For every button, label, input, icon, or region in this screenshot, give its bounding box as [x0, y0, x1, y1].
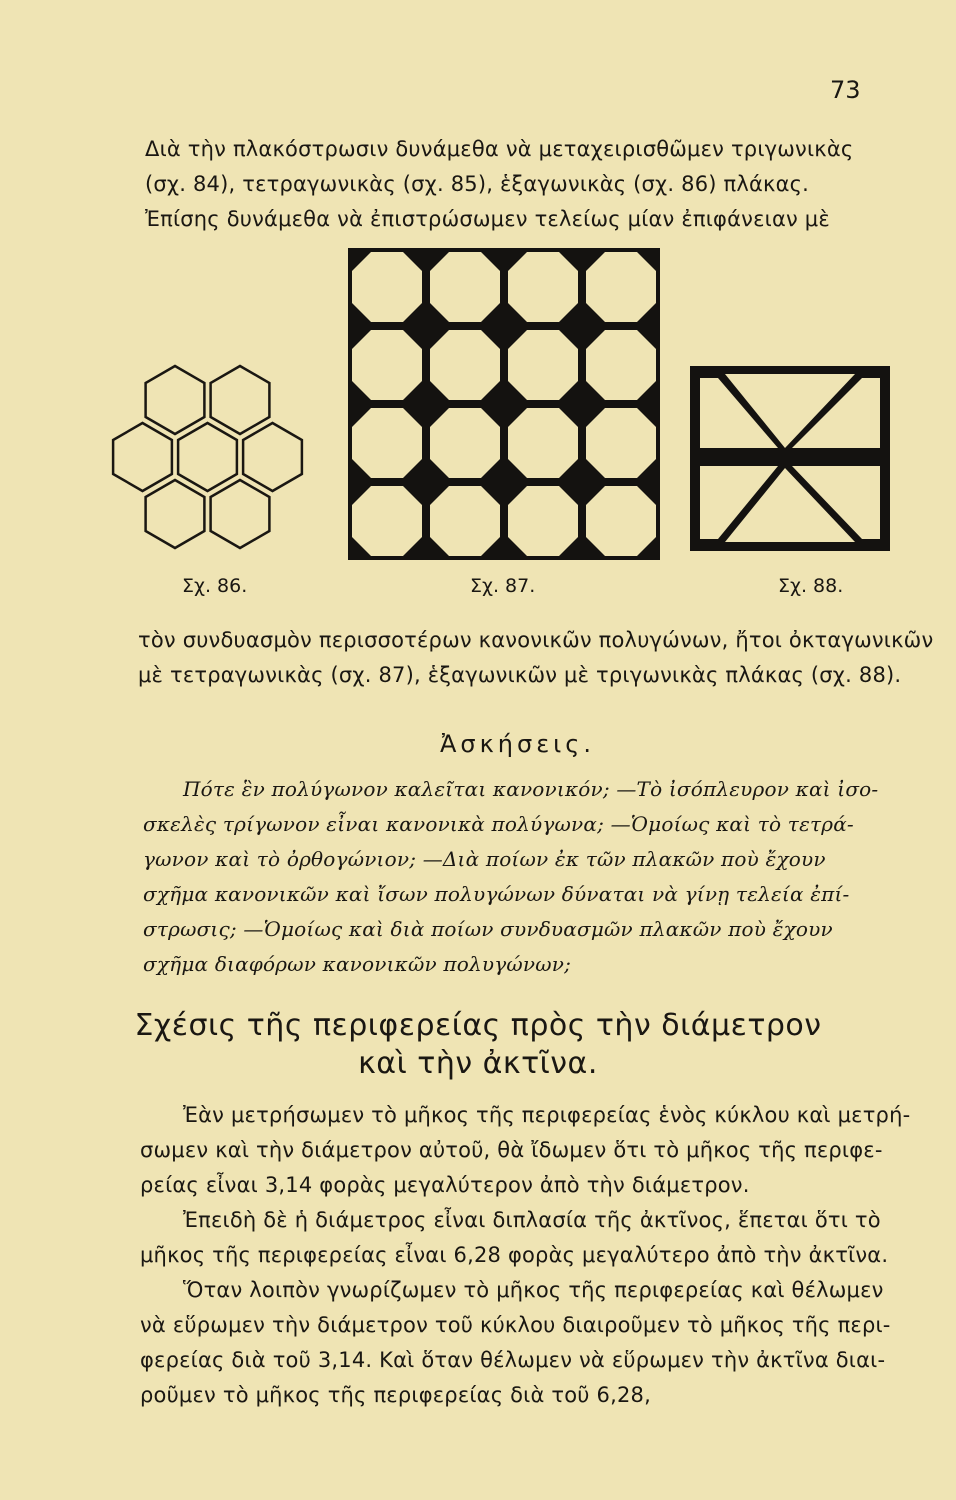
body-line-8: φερείας διὰ τοῦ 3,14. Καὶ ὅταν θέλωμεν νὰ εὕρωμεν τὴν ἀκτῖνα διαι- — [140, 1348, 886, 1372]
hexagon-tile — [146, 366, 205, 434]
section-heading-line-1: Σχέσις τῆς περιφερείας πρὸς τὴν διάμετρον — [134, 1008, 822, 1043]
octagon-tile — [430, 252, 500, 322]
exercise-line-4: σχῆμα κανονικῶν καὶ ἴσων πολυγώνων δύναται νὰ γίνῃ τελεία ἐπί- — [143, 882, 850, 906]
body-line-1: Ἐὰν μετρήσωμεν τὸ μῆκος τῆς περιφερείας ἑνὸς κύκλου καὶ μετρή- — [183, 1103, 911, 1127]
octagon-tile — [508, 486, 578, 556]
hexagon-tile — [243, 423, 302, 491]
body-line-4: Ἐπειδὴ δὲ ἡ διάμετρος εἶναι διπλασία τῆς ἀκτῖνος, ἕπεται ὅτι τὸ — [183, 1208, 881, 1232]
octagon-tile — [352, 408, 422, 478]
octagon-tile — [430, 408, 500, 478]
octagon-tile — [508, 330, 578, 400]
octagon-tile — [586, 408, 656, 478]
hexagon-triangle-tiling-figure — [690, 366, 890, 551]
body-line-9: ροῦμεν τὸ μῆκος τῆς περιφερείας διὰ τοῦ 6,28, — [140, 1383, 651, 1407]
hexagon-tile — [211, 480, 270, 548]
body-line-6: Ὅταν λοιπὸν γνωρίζωμεν τὸ μῆκος τῆς περιφερείας καὶ θέλωμεν — [183, 1278, 884, 1302]
hexagon-tiling-figure — [95, 360, 325, 570]
page-number: 73 — [830, 76, 861, 104]
octagon-tile — [586, 486, 656, 556]
hexagon-tile — [211, 366, 270, 434]
octagon-tile — [508, 252, 578, 322]
octagon-tile — [352, 252, 422, 322]
body-line-3: ρείας εἶναι 3,14 φορὰς μεγαλύτερον ἀπὸ τὴν διάμετρον. — [140, 1173, 750, 1197]
intro-line-3: Ἐπίσης δυνάμεθα νὰ ἐπιστρώσωμεν τελείως μίαν ἐπιφάνειαν μὲ — [145, 207, 830, 231]
octagon-tile — [430, 330, 500, 400]
body-line-5: μῆκος τῆς περιφερείας εἶναι 6,28 φορὰς μεγαλύτερο ἀπὸ τὴν ἀκτῖνα. — [140, 1243, 889, 1267]
octagon-square-tiling-figure — [348, 248, 660, 560]
body-line-7: νὰ εὕρωμεν τὴν διάμετρον τοῦ κύκλου διαιροῦμεν τὸ μῆκος τῆς περι- — [140, 1313, 891, 1337]
exercise-line-5: στρωσις; —Ὁμοίως καὶ διὰ ποίων συνδυασμῶν πλακῶν ποὺ ἔχουν — [143, 917, 833, 941]
octagon-tile — [352, 486, 422, 556]
exercise-line-6: σχῆμα διαφόρων κανονικῶν πολυγώνων; — [143, 952, 572, 976]
exercise-line-2: σκελὲς τρίγωνον εἶναι κανονικὰ πολύγωνα; —Ὁμοίως καὶ τὸ τετρά- — [143, 812, 854, 836]
exercises-title: Ἀσκήσεις. — [440, 730, 596, 758]
body-line-2: σωμεν καὶ τὴν διάμετρον αὐτοῦ, θὰ ἴδωμεν ὅτι τὸ μῆκος τῆς περιφε- — [140, 1138, 883, 1162]
octagon-tile — [586, 330, 656, 400]
section-heading-line-2: καὶ τὴν ἀκτῖνα. — [358, 1046, 598, 1081]
hexagon-tile — [178, 423, 237, 491]
fig87-caption: Σχ. 87. — [470, 575, 536, 597]
text-line-1: τὸν συνδυασμὸν περισσοτέρων κανονικῶν πολυγώνων, ἤτοι ὀκταγωνικῶν — [138, 628, 934, 652]
fig86-caption: Σχ. 86. — [182, 575, 248, 597]
octagon-tile — [586, 252, 656, 322]
octagon-tile — [352, 330, 422, 400]
exercise-line-3: γωνον καὶ τὸ ὀρθογώνιον; —Διὰ ποίων ἐκ τῶν πλακῶν ποὺ ἔχουν — [143, 847, 826, 871]
intro-line-2: (σχ. 84), τετραγωνικὰς (σχ. 85), ἑξαγωνικὰς (σχ. 86) πλάκας. — [145, 172, 810, 196]
octagon-tile — [508, 408, 578, 478]
exercise-line-1: Πότε ἓν πολύγωνον καλεῖται κανονικόν; —Τὸ ἰσόπλευρον καὶ ἰσο- — [183, 777, 879, 801]
text-line-2: μὲ τετραγωνικὰς (σχ. 87), ἑξαγωνικῶν μὲ τριγωνικὰς πλάκας (σχ. 88). — [138, 663, 902, 687]
intro-line-1: Διὰ τὴν πλακόστρωσιν δυνάμεθα νὰ μεταχειρισθῶμεν τριγωνικὰς — [145, 137, 854, 161]
hexagon-tile — [113, 423, 172, 491]
octagon-tile — [430, 486, 500, 556]
fig88-caption: Σχ. 88. — [778, 575, 844, 597]
hexagon-tile — [146, 480, 205, 548]
